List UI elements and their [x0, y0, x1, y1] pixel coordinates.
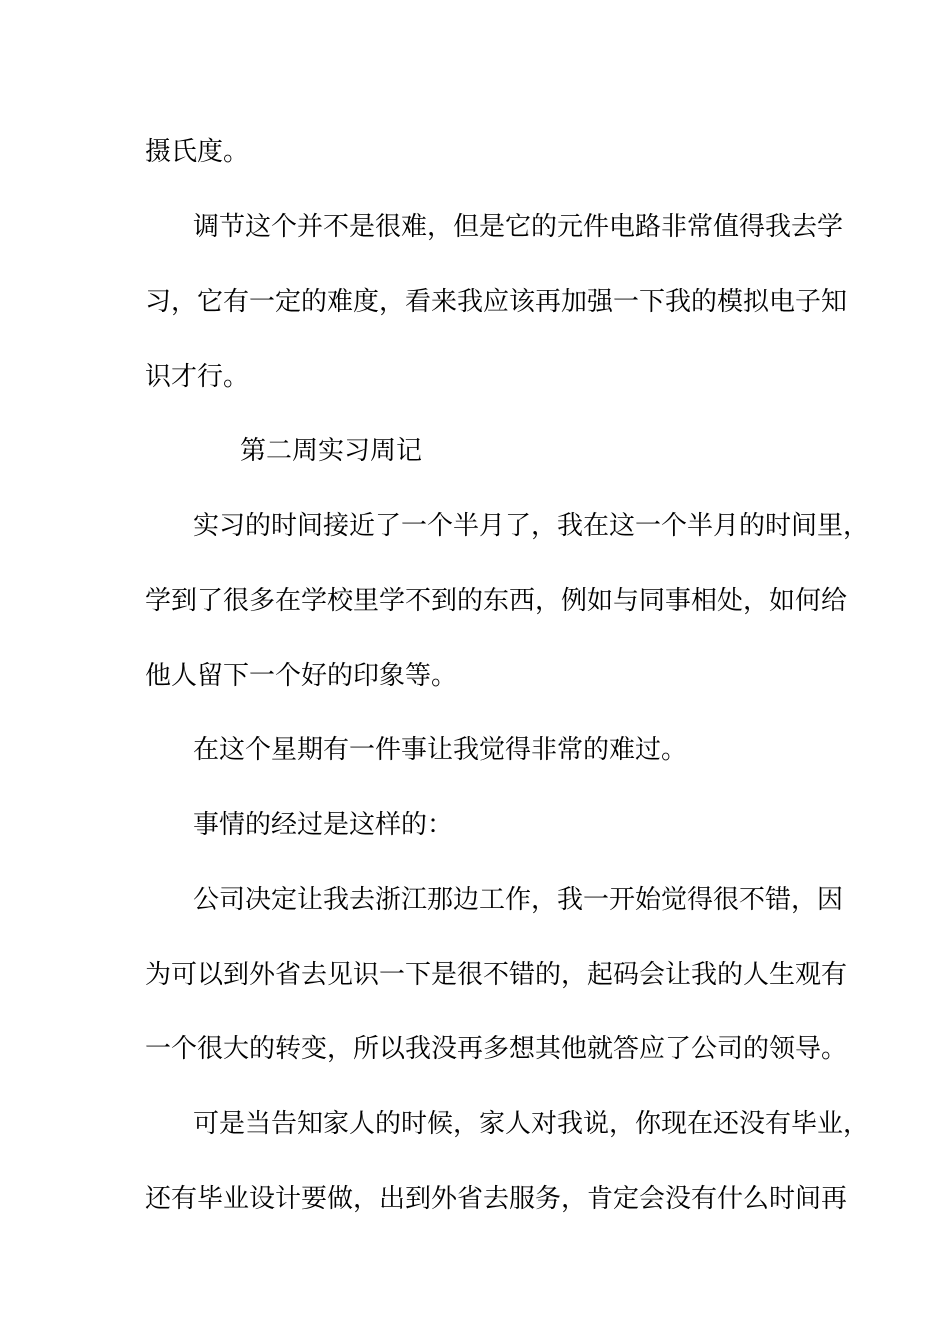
- text-line: [145, 285, 848, 319]
- text-line-content: 习，它有一定的难度，看来我应该再加强一下我的模拟电子知: [145, 287, 848, 317]
- text-line: [145, 135, 845, 169]
- text-line-content: 公司决定让我去浙江那边工作，我一开始觉得很不错，因: [193, 885, 844, 915]
- text-line-content: 调节这个并不是很难，但是它的元件电路非常值得我去学: [193, 212, 844, 242]
- text-line-content: 学到了很多在学校里学不到的东西，例如与同事相处，如何给: [145, 586, 848, 616]
- text-line: [193, 883, 893, 917]
- text-line-content: 在这个星期有一件事让我觉得非常的难过。: [193, 735, 688, 765]
- text-line-content: 还有毕业设计要做，出到外省去服务，肯定会没有什么时间再: [145, 1184, 848, 1214]
- text-line: [193, 733, 893, 767]
- text-line: [145, 958, 848, 992]
- text-line-content: 他人留下一个好的印象等。: [145, 661, 458, 691]
- text-line: [145, 1182, 848, 1216]
- text-line-content: 一个很大的转变，所以我没再多想其他就答应了公司的领导。: [145, 1034, 848, 1064]
- text-line: [145, 659, 845, 693]
- text-line-content: 识才行。: [145, 362, 250, 392]
- text-line: [145, 1032, 848, 1066]
- section-heading: [240, 434, 940, 468]
- text-line-content: 可是当告知家人的时候，家人对我说，你现在还没有毕业，: [193, 1109, 870, 1139]
- text-line: [193, 509, 893, 543]
- text-line-content: 为可以到外省去见识一下是很不错的，起码会让我的人生观有: [145, 960, 848, 990]
- text-line-content: 实习的时间接近了一个半月了，我在这一个半月的时间里，: [193, 511, 870, 541]
- text-line: [145, 360, 845, 394]
- text-line: [193, 210, 893, 244]
- text-line: [145, 584, 848, 618]
- text-line-content: 摄氏度。: [145, 137, 250, 167]
- text-line-content: 事情的经过是这样的：: [193, 810, 454, 840]
- text-line: [193, 808, 893, 842]
- text-line: [193, 1107, 893, 1141]
- section-heading-text: 第二周实习周记: [240, 436, 423, 466]
